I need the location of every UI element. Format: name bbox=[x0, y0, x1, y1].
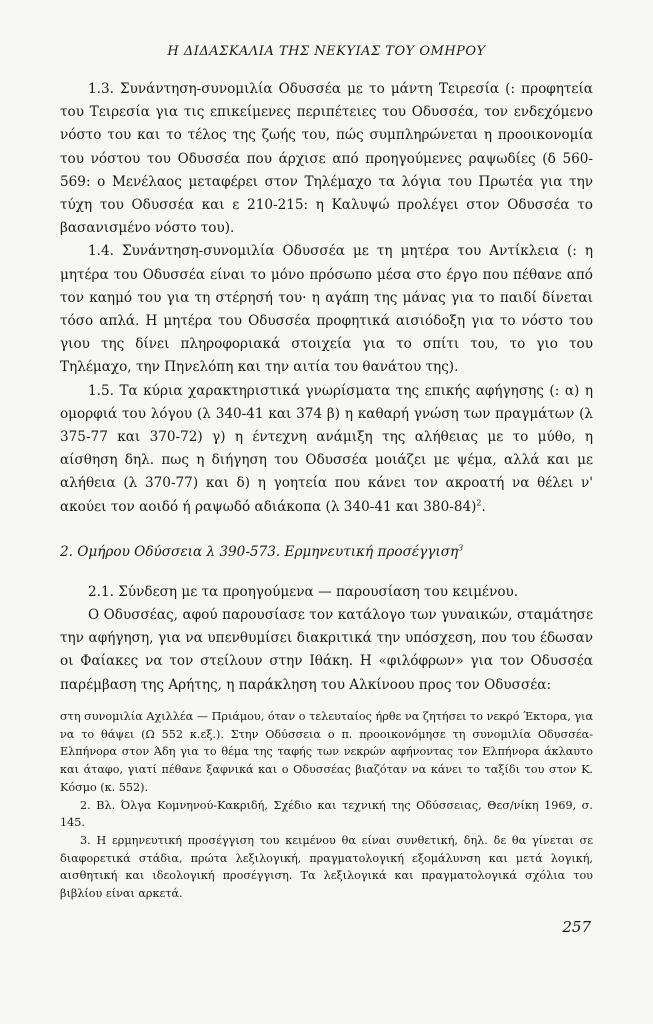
paragraph-2-1-heading: 2.1. Σύνδεση με τα προηγούμενα — παρουσίαση του κειμένου. bbox=[88, 583, 519, 600]
paragraph-1-5-text: 1.5. Τα κύρια χαρακτηριστικά γνωρίσματα της επικής αφήγησης (: α) η ομορφιά του λόγου (λ 340-41 και 374 β) η καθαρή γνώση των πραγμάτων (λ 375-77 και 370-72) γ) η έντεχνη ανάμιξη της αλήθειας με το μύθο, η αίσθηση δηλ. πως η διήγηση του Οδυσσέα μοιάζει με ψέμα, αλλά και με αλήθεια (λ 370-77) και δ) η γοητεία που κάνει τον ακροατή να θέλει ν' ακούει τον αοιδό ή ραψωδό αδιάκοπα (λ 340-41 και 380-84) bbox=[60, 382, 593, 515]
paragraph-1-5: 1.5. Τα κύρια χαρακτηριστικά γνωρίσματα της επικής αφήγησης (: α) η ομορφιά του λόγου (λ 340-41 και 374 β) η καθαρή γνώση των πραγμάτων (λ 375-77 και 370-72) γ) η έντεχνη ανάμιξη της αλήθειας με το μύθο, η αίσθηση δηλ. πως η διήγηση του Οδυσσέα μοιάζει με ψέμα, αλλά και με αλήθεια (λ 370-77) και δ) η γοητεία που κάνει τον ακροατή να θέλει ν' ακούει τον αοιδό ή ραψωδό αδιάκοπα (λ 340-41 και 380-84)$^2$. bbox=[60, 382, 593, 515]
section-2-title bbox=[60, 541, 593, 563]
page-number: 257 bbox=[562, 918, 591, 936]
footnote-2: 2. Βλ. Όλγα Κομνηνού-Κακριδή, Σχέδιο και τεχνική της Οδύσσειας, Θεσ/νίκη 1969, σ. 145. bbox=[60, 798, 593, 830]
footnote-ref-2: 2 bbox=[476, 498, 482, 508]
paragraph-1-4: 1.4. Συνάντηση-συνομιλία Οδυσσέα με τη μητέρα του Αντίκλεια (: η μητέρα του Οδυσσέα είναι το μόνο πρόσωπο μέσα στο έργο που πέθανε από τον καημό του για τη στέρησή του· η αγάπη της μάνας για το παιδί δίνεται τόσο απλά. Η μητέρα του Οδυσσέα προφητικά αισιόδοξη για το νόστο του γιου της δίνει πληροφοριακά στοιχεία για το σπίτι του, το γιο του Τηλέμαχο, την Πηνελόπη και την αιτία του θανάτου της). bbox=[60, 243, 593, 376]
footnote-ref-3: 3 bbox=[458, 543, 464, 553]
footnote-continued: στη συνομιλία Αχιλλέα — Πριάμου, όταν ο τελευταίος ήρθε να ζητήσει το νεκρό Έκτορα, για να το θάψει (Ω 552 κ.εξ.). Στην Οδύσσεια ο π. προοικονόμησε τη συνομιλία Οδυσσέα-Ελπήνορα στον Άδη για το θέμα της ταφής των νεκρών αφήνοντας τον Ελπήνορα άκλαυτο και άταφο, γιατί πέθανε ξαφνικά και ο Οδυσσέας βιαζόταν να κάνει το ταξίδι του στον Κ. Κόσμο (κ. 552). bbox=[60, 710, 593, 794]
footnote-3: 3. Η ερμηνευτική προσέγγιση του κειμένου θα είναι συνθετική, δηλ. δε θα γίνεται σε διαφορετικά στάδια, πρώτα λεξιλογική, πραγματολογική εξομάλυνση και μετά λογική, αισθητική και ιδεολογική προσέγγιση. Τα λεξιλογικά και πραγματολογικά σχόλια του βιβλίου είναι αρκετά. bbox=[60, 833, 593, 901]
footnotes bbox=[60, 708, 593, 903]
main-text bbox=[60, 78, 593, 697]
paragraph-1-3: 1.3. Συνάντηση-συνομιλία Οδυσσέα με το μάντη Τειρεσία (: προφητεία του Τειρεσία για τις επικείμενες περιπέτειες του Οδυσσέα, τον ενδεχόμενο νόστο του και το τέλος της ζωής του, πώς συμπληρώνεται η προοικονομία του νόστου του Οδυσσέα που άρχισε από προηγούμενες ραψωδίες (δ 560-569: ο Μενέλαος μεταφέρει στον Τηλέμαχο τα λόγια του Πρωτέα για την τύχη του Οδυσσέα και ε 210-215: η Καλυψώ προλέγει στον Οδυσσέα το βασανισμένο νόστο του). bbox=[60, 81, 593, 237]
section-2-title-text: 2. Ομήρου Οδύσσεια λ 390-573. Ερμηνευτική προσέγγιση bbox=[60, 543, 459, 560]
running-title: Η ΔΙΔΑΣΚΑΛΙΑ ΤΗΣ ΝΕΚΥΙΑΣ ΤΟΥ ΟΜΗΡΟΥ bbox=[167, 44, 486, 59]
paragraph-2-1-text: Ο Οδυσσέας, αφού παρουσίασε τον κατάλογο των γυναικών, σταμάτησε την αφήγηση, για να υπενθυμίσει διακριτικά την υπόσχεση, που του έδωσαν οι Φαίακες να τον στείλουν στην Ιθάκη. Η «φιλόφρων» για τον Οδυσσέα παρέμβαση της Αρήτης, η παράκληση του Αλκίνοου προς τον Οδυσσέα: bbox=[60, 607, 593, 693]
